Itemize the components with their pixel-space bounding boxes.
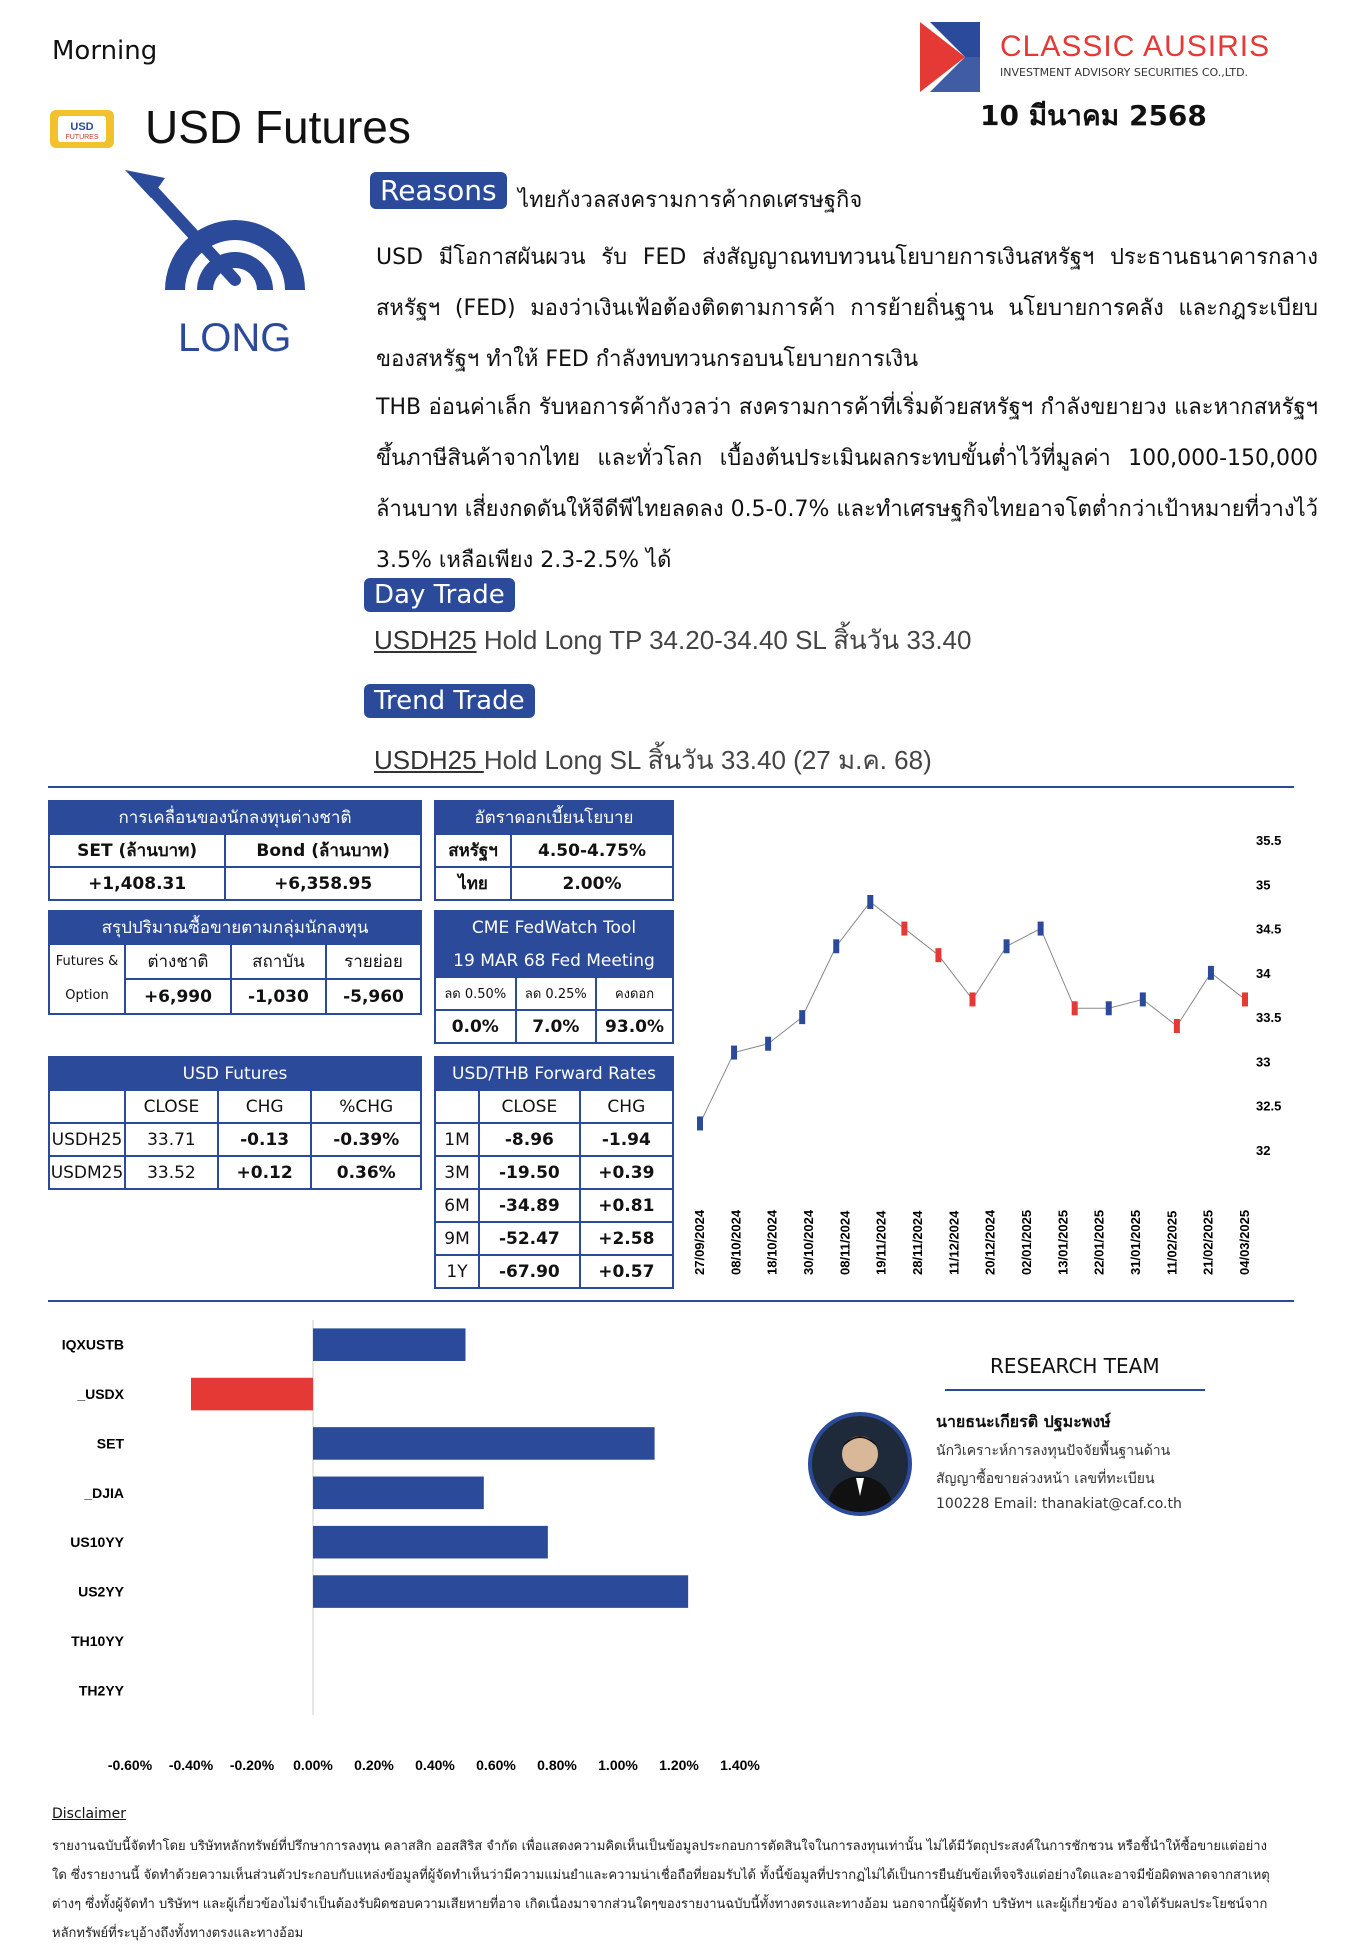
price-candle <box>867 895 873 909</box>
y-tick-label: 34.5 <box>1256 921 1282 937</box>
forward-chg: +0.81 <box>580 1189 673 1222</box>
price-candle <box>765 1037 771 1051</box>
usd-futures-title: USD Futures <box>49 1057 421 1090</box>
page-title: USD Futures <box>145 101 411 153</box>
table-row <box>435 1255 673 1288</box>
x-tick-label: -0.40% <box>168 1757 214 1773</box>
x-tick-label: 20/12/2024 <box>982 1209 998 1275</box>
fedwatch-title: CME FedWatch Tool <box>435 911 673 944</box>
policy-rate-table <box>434 800 674 901</box>
policy-rate-title: อัตราดอกเบี้ยนโยบาย <box>435 801 673 834</box>
foreign-flow-col-set: SET (ล้านบาท) <box>49 834 225 867</box>
x-tick-label: 08/11/2024 <box>837 1210 853 1275</box>
x-tick-label: 13/01/2025 <box>1055 1209 1071 1275</box>
bar-category-label: _USDX <box>77 1386 124 1403</box>
x-tick-label: 0.20% <box>354 1757 394 1773</box>
bar <box>191 1378 313 1411</box>
fedwatch-col-cut25: ลด 0.25% <box>516 977 597 1010</box>
x-tick-label: 1.40% <box>720 1757 760 1773</box>
analyst-license: สัญญาซื้อขายล่วงหน้า เลขที่ทะเบียน <box>936 1471 1155 1487</box>
table-row <box>435 1156 673 1189</box>
forward-tenor: 1Y <box>435 1255 479 1288</box>
bar <box>313 1575 688 1608</box>
reason-paragraph-thb: THB อ่อนค่าเล็ก รับหอการค้ากังวลว่า สงครามการค้าที่เริ่มด้วยสหรัฐฯ กำลังขยายวง และหากสหรัฐฯ ขึ้นภาษีสินค้าจากไทย และทั่วโลก เบื้องต้นประเมินผลกระทบขั้นต่ำไว้ที่มูลค่า 100,000-150,000 ล้านบาท เสี่ยงกดดันให้จีดีพีไทยลดลง 0.5-0.7% และทำเศรษฐกิจไทยอาจโตต่ำกว่าเป้าหมายที่วางไว้ 3.5% เหลือเพียง 2.3-2.5% ได้ <box>376 395 1319 573</box>
price-candle <box>1072 1001 1078 1015</box>
research-divider <box>945 1389 1205 1391</box>
foreign-flow-table <box>48 800 422 901</box>
report-date: 10 มีนาคม 2568 <box>980 99 1207 132</box>
table-row <box>49 1123 421 1156</box>
foreign-flow-set-value: +1,408.31 <box>49 867 225 900</box>
price-candle <box>1038 922 1044 936</box>
price-candle <box>1242 992 1248 1006</box>
usd-futures-chg: -0.13 <box>218 1123 312 1156</box>
forward-rates-table <box>434 1056 674 1289</box>
usd-futures-logo <box>48 106 116 152</box>
x-tick-label: 22/01/2025 <box>1091 1209 1107 1275</box>
x-tick-label: 30/10/2024 <box>801 1209 816 1275</box>
report-session: Morning <box>52 36 158 66</box>
forward-close: -34.89 <box>479 1189 580 1222</box>
research-team-title: RESEARCH TEAM <box>990 1354 1160 1378</box>
day-trade-text: Hold Long TP 34.20-34.40 SL สิ้นวัน 33.40 <box>476 625 972 655</box>
x-tick-label: 18/10/2024 <box>764 1209 780 1275</box>
y-tick-label: 35.5 <box>1256 833 1282 848</box>
divider-middle <box>48 1300 1294 1302</box>
y-tick-label: 32.5 <box>1256 1098 1282 1114</box>
brand-name: CLASSIC AUSIRIS <box>1000 30 1271 63</box>
y-tick-label: 32 <box>1256 1143 1271 1158</box>
price-candle <box>1004 939 1010 953</box>
policy-rate-value: 4.50-4.75% <box>511 834 673 867</box>
bar-category-label: US10YY <box>70 1534 124 1551</box>
disclaimer-title: Disclaimer <box>52 1806 127 1822</box>
brand-subtitle: INVESTMENT ADVISORY SECURITIES CO.,LTD. <box>1000 66 1249 79</box>
price-candle <box>1174 1019 1180 1033</box>
forward-col-close: CLOSE <box>479 1090 580 1123</box>
day-trade-line <box>374 620 971 661</box>
y-tick-label: 35 <box>1256 877 1271 893</box>
forward-tenor: 1M <box>435 1123 479 1156</box>
table-row <box>435 1189 673 1222</box>
investor-summary-table <box>48 910 422 1015</box>
forward-chg: +0.57 <box>580 1255 673 1288</box>
forward-tenor: 9M <box>435 1222 479 1255</box>
forward-rates-title: USD/THB Forward Rates <box>435 1057 673 1090</box>
foreign-flow-title: การเคลื่อนของนักลงทุนต่างชาติ <box>49 801 421 834</box>
price-candle <box>1106 1001 1112 1015</box>
price-candle <box>799 1010 805 1024</box>
investor-institution-value: -1,030 <box>231 979 326 1014</box>
investor-col-institution: สถาบัน <box>231 944 326 979</box>
y-tick-label: 34 <box>1256 965 1271 981</box>
fedwatch-col-cut50: ลด 0.50% <box>435 977 516 1010</box>
target-icon <box>125 170 315 320</box>
policy-rate-value: 2.00% <box>511 867 673 900</box>
trend-trade-line <box>374 740 932 781</box>
bar <box>313 1328 466 1361</box>
analyst-avatar <box>808 1412 912 1516</box>
x-tick-label: 0.40% <box>415 1757 455 1773</box>
forward-chg: +0.39 <box>580 1156 673 1189</box>
foreign-flow-col-bond: Bond (ล้านบาท) <box>225 834 421 867</box>
bar <box>313 1526 548 1559</box>
x-tick-label: 1.00% <box>598 1757 638 1773</box>
price-candle <box>970 992 976 1006</box>
bar-category-label: US2YY <box>78 1583 124 1600</box>
signal-label: LONG <box>178 316 292 360</box>
y-tick-label: 33.5 <box>1256 1010 1282 1026</box>
investor-col-retail: รายย่อย <box>326 944 421 979</box>
disclaimer-text: รายงานฉบับนี้จัดทำโดย บริษัทหลักทรัพย์ที่ปรึกษาการลงทุน คลาสสิก ออสสิริส จำกัด เพื่อแสดงความคิดเห็นเป็นข้อมูลประกอบการตัดสินใจในการลงทุนเท่านั้น ไม่ได้มีวัตถุประสงค์ในการชักชวน หรือชี้นำให้ซื้อขายแต่อย่างใด ซึ่งรายงานนี้ จัดทำด้วยความเห็นส่วนตัวประกอบกับแหล่งข้อมูลที่ผู้จัดทำเห็นว่ามีความแม่นยำและความน่าเชื่อถือที่ยอมรับได้ ทั้งนี้ข้อมูลที่ปรากฏไม่ได้เป็นการยืนยันข้อเท็จจริงแต่อย่างใดและอาจมีข้อผิดพลาดจากสาเหตุต่างๆ ซึ่งทั้งผู้จัดทำ บริษัทฯ และผู้เกี่ยวข้องไม่จำเป็นต้องรับผิดชอบความเสียหายที่อาจ เกิดเนื่องมาจากส่วนใดๆของรายงานฉบับนี้ทั้งทางตรงและทางอ้อม นอกจากนี้ผู้จัดทำ บริษัทฯ และผู้เกี่ยวข้อง อาจได้รับผลประโยชน์จากหลักทรัพย์ที่ระบุอ้างถึงทั้งทางตรงและทางอ้อม <box>52 1839 1270 1941</box>
analyst-title: นักวิเคราะห์การลงทุนปัจจัยพื้นฐานด้าน <box>936 1443 1171 1459</box>
bar <box>313 1427 655 1460</box>
policy-rate-label: สหรัฐฯ <box>435 834 511 867</box>
analyst-name: นายธนะเกียรติ ปฐมะพงษ์ <box>936 1412 1111 1431</box>
usd-price-chart <box>690 800 1290 1300</box>
policy-rate-label: ไทย <box>435 867 511 900</box>
usd-futures-close: 33.71 <box>125 1123 218 1156</box>
svg-text:FUTURES: FUTURES <box>65 134 99 141</box>
divider-top <box>48 786 1294 788</box>
forward-close: -52.47 <box>479 1222 580 1255</box>
forward-close: -19.50 <box>479 1156 580 1189</box>
x-tick-label: 28/11/2024 <box>910 1210 925 1275</box>
x-tick-label: 1.20% <box>659 1757 699 1773</box>
usd-futures-col-close: CLOSE <box>125 1090 218 1123</box>
analyst-email: 100228 Email: thanakiat@caf.co.th <box>936 1496 1182 1512</box>
fedwatch-hold-value: 93.0% <box>596 1010 673 1043</box>
x-tick-label: 0.00% <box>293 1757 333 1773</box>
bar-category-label: _DJIA <box>84 1484 124 1501</box>
bar-category-label: IQXUSTB <box>61 1336 124 1353</box>
usd-futures-symbol: USDH25 <box>49 1123 125 1156</box>
price-candle <box>1208 966 1214 980</box>
x-tick-label: -0.60% <box>107 1757 153 1773</box>
bar-category-label: TH2YY <box>78 1682 124 1699</box>
table-row <box>435 1123 673 1156</box>
reasons-title: ไทยกังวลสงครามการค้ากดเศรษฐกิจ <box>518 188 863 213</box>
reason-paragraph-usd: USD มีโอกาสผันผวน รับ FED ส่งสัญญาณทบทวนนโยบายการเงินสหรัฐฯ ประธานธนาคารกลางสหรัฐฯ (FED) มองว่าเงินเฟ้อต้องติดตามการค้า การย้ายถิ่นฐาน นโยบายการคลัง และกฎระเบียบของสหรัฐฯ ทำให้ FED กำลังทบทวนกรอบนโยบายการเงิน <box>376 245 1318 372</box>
x-tick-label: 27/09/2024 <box>692 1209 707 1275</box>
x-tick-label: 11/12/2024 <box>946 1210 962 1275</box>
usd-futures-pct: 0.36% <box>311 1156 421 1189</box>
foreign-flow-bond-value: +6,358.95 <box>225 867 421 900</box>
bar-category-label: SET <box>96 1435 124 1452</box>
usd-futures-col-pct: %CHG <box>311 1090 421 1123</box>
bar-category-label: TH10YY <box>71 1632 124 1649</box>
price-candle <box>731 1046 737 1060</box>
x-tick-label: 08/10/2024 <box>728 1209 744 1275</box>
y-tick-label: 33 <box>1256 1054 1271 1070</box>
forward-close: -8.96 <box>479 1123 580 1156</box>
bar <box>313 1477 484 1510</box>
forward-tenor: 6M <box>435 1189 479 1222</box>
reasons-tag: Reasons <box>370 172 507 209</box>
usd-futures-pct: -0.39% <box>311 1123 421 1156</box>
forward-col-chg: CHG <box>580 1090 673 1123</box>
investor-row-label: Futures & Option <box>49 944 125 1014</box>
usd-futures-col-chg: CHG <box>218 1090 312 1123</box>
table-row <box>435 1222 673 1255</box>
usd-futures-chg: +0.12 <box>218 1156 312 1189</box>
investor-col-foreign: ต่างชาติ <box>125 944 231 979</box>
x-tick-label: -0.20% <box>229 1757 275 1773</box>
table-row <box>49 1156 421 1189</box>
price-candle <box>901 922 907 936</box>
usd-futures-table <box>48 1056 422 1190</box>
x-tick-label: 04/03/2025 <box>1237 1209 1252 1275</box>
x-tick-label: 0.60% <box>476 1757 516 1773</box>
price-candle <box>1140 992 1146 1006</box>
forward-close: -67.90 <box>479 1255 580 1288</box>
investor-foreign-value: +6,990 <box>125 979 231 1014</box>
fedwatch-table <box>434 910 674 1044</box>
fedwatch-col-hold: คงดอก <box>596 977 673 1010</box>
forward-chg: -1.94 <box>580 1123 673 1156</box>
usd-futures-close: 33.52 <box>125 1156 218 1189</box>
fedwatch-subtitle: 19 MAR 68 Fed Meeting <box>435 944 673 977</box>
price-candle <box>935 948 941 962</box>
price-line <box>700 902 1245 1123</box>
investor-summary-title: สรุปปริมาณซื้อขายตามกลุ่มนักลงทุน <box>49 911 421 944</box>
x-tick-label: 11/02/2025 <box>1164 1210 1180 1275</box>
x-tick-label: 21/02/2025 <box>1200 1209 1216 1275</box>
trend-trade-text: Hold Long SL สิ้นวัน 33.40 (27 ม.ค. 68) <box>483 745 932 775</box>
x-tick-label: 19/11/2024 <box>873 1210 889 1275</box>
fedwatch-cut50-value: 0.0% <box>435 1010 516 1043</box>
forward-chg: +2.58 <box>580 1222 673 1255</box>
day-trade-tag: Day Trade <box>364 578 515 612</box>
trend-trade-symbol: USDH25 <box>374 745 484 775</box>
market-change-bar-chart <box>40 1310 780 1780</box>
day-trade-symbol: USDH25 <box>374 625 477 655</box>
fedwatch-cut25-value: 7.0% <box>516 1010 597 1043</box>
x-tick-label: 31/01/2025 <box>1128 1209 1143 1275</box>
usd-futures-symbol: USDM25 <box>49 1156 125 1189</box>
forward-tenor: 3M <box>435 1156 479 1189</box>
x-tick-label: 02/01/2025 <box>1019 1209 1034 1275</box>
price-candle <box>697 1116 703 1130</box>
svg-text:USD: USD <box>70 121 94 133</box>
x-tick-label: 0.80% <box>537 1757 577 1773</box>
price-candle <box>833 939 839 953</box>
investor-retail-value: -5,960 <box>326 979 421 1014</box>
trend-trade-tag: Trend Trade <box>364 684 535 718</box>
